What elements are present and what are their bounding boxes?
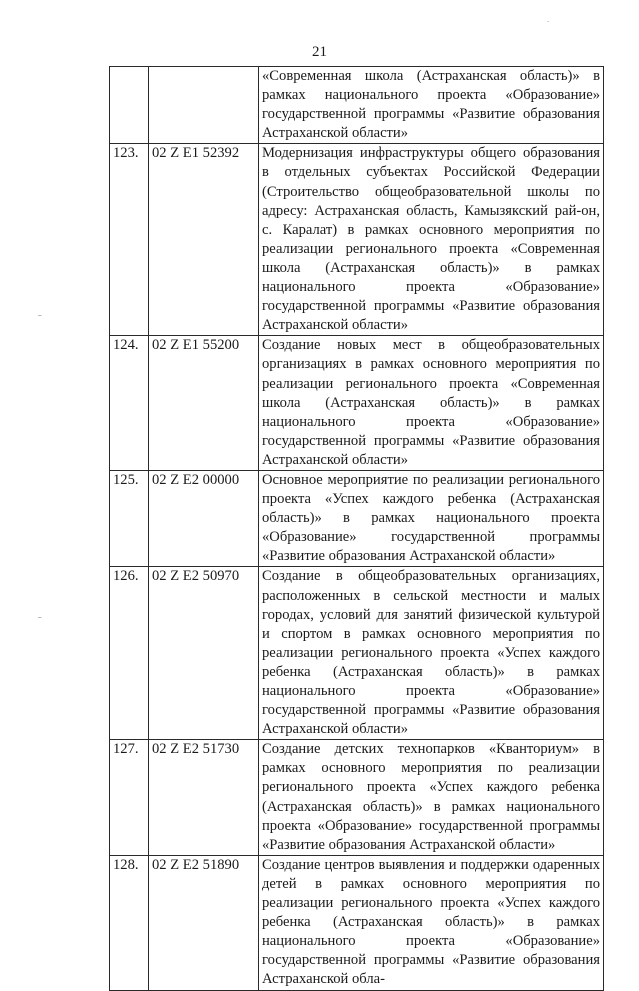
classification-code: 02 Z E1 52392 xyxy=(149,144,259,336)
budget-classification-table xyxy=(109,66,604,991)
row-number: 125. xyxy=(110,470,149,566)
row-number: 123. xyxy=(110,144,149,336)
classification-code: 02 Z E1 55200 xyxy=(149,336,259,471)
table-row xyxy=(110,740,604,856)
classification-code: 02 Z E2 51730 xyxy=(149,740,259,856)
scan-speck: . xyxy=(547,16,550,24)
row-number: 124. xyxy=(110,336,149,471)
row-description: Создание центров выявления и поддержки одаренных детей в рамках основного мероприятия по реализации регионального проекта «Успех каждого ребенка (Астраханская область)» в рамках национального проекта «Образование» государственной программы «Развитие образования Астраханской обла- xyxy=(259,855,604,990)
table-row xyxy=(110,470,604,566)
row-description: Создание новых мест в общеобразовательных организациях в рамках основного мероприятия по реализации регионального проекта «Современная школа (Астраханская область)» в рамках национального проекта «Образование» государственной программы «Развитие образования Астраханской области» xyxy=(259,336,604,471)
row-number xyxy=(110,67,149,144)
row-description: Модернизация инфраструктуры общего образования в отдельных субъектах Российской Федерации (Строительство общеобразовательной школы по адресу: Астраханская область, Камызякский рай-он, с. Каралат) в рамках основного мероприятия по реализации регионального проекта «Современная школа (Астраханская область)» в рамках национального проекта «Образование» государственной программы «Развитие образования Астраханской области» xyxy=(259,144,604,336)
classification-code xyxy=(149,67,259,144)
classification-code: 02 Z E2 51890 xyxy=(149,855,259,990)
table-row xyxy=(110,67,604,144)
row-number: 127. xyxy=(110,740,149,856)
table-row xyxy=(110,567,604,740)
classification-code: 02 Z E2 50970 xyxy=(149,567,259,740)
table-row xyxy=(110,336,604,471)
scan-speck: _ xyxy=(38,610,42,618)
classification-code: 02 Z E2 00000 xyxy=(149,470,259,566)
row-description: Создание в общеобразовательных организациях, расположенных в сельской местности и малых городах, условий для занятий физической культурой и спортом в рамках основного мероприятия по реализации регионального проекта «Успех каждого ребенка (Астраханская область)» в рамках национального проекта «Образование» государственной программы «Развитие образования Астраханской области» xyxy=(259,567,604,740)
page-number: 21 xyxy=(312,44,327,60)
table-row xyxy=(110,144,604,336)
row-description: «Современная школа (Астраханская область)» в рамках национального проекта «Образование» государственной программы «Развитие образования Астраханской области» xyxy=(259,67,604,144)
row-description: Основное мероприятие по реализации регионального проекта «Успех каждого ребенка (Астраханская область)» в рамках национального проекта «Образование» государственной программы «Развитие образования Астраханской области» xyxy=(259,470,604,566)
row-number: 126. xyxy=(110,567,149,740)
table-row xyxy=(110,855,604,990)
row-number: 128. xyxy=(110,855,149,990)
row-description: Создание детских технопарков «Кванториум» в рамках основного мероприятия по реализации регионального проекта «Успех каждого ребенка (Астраханская область)» в рамках национального проекта «Образование» государственной программы «Развитие образования Астраханской области» xyxy=(259,740,604,856)
scan-speck: _ xyxy=(38,308,42,316)
